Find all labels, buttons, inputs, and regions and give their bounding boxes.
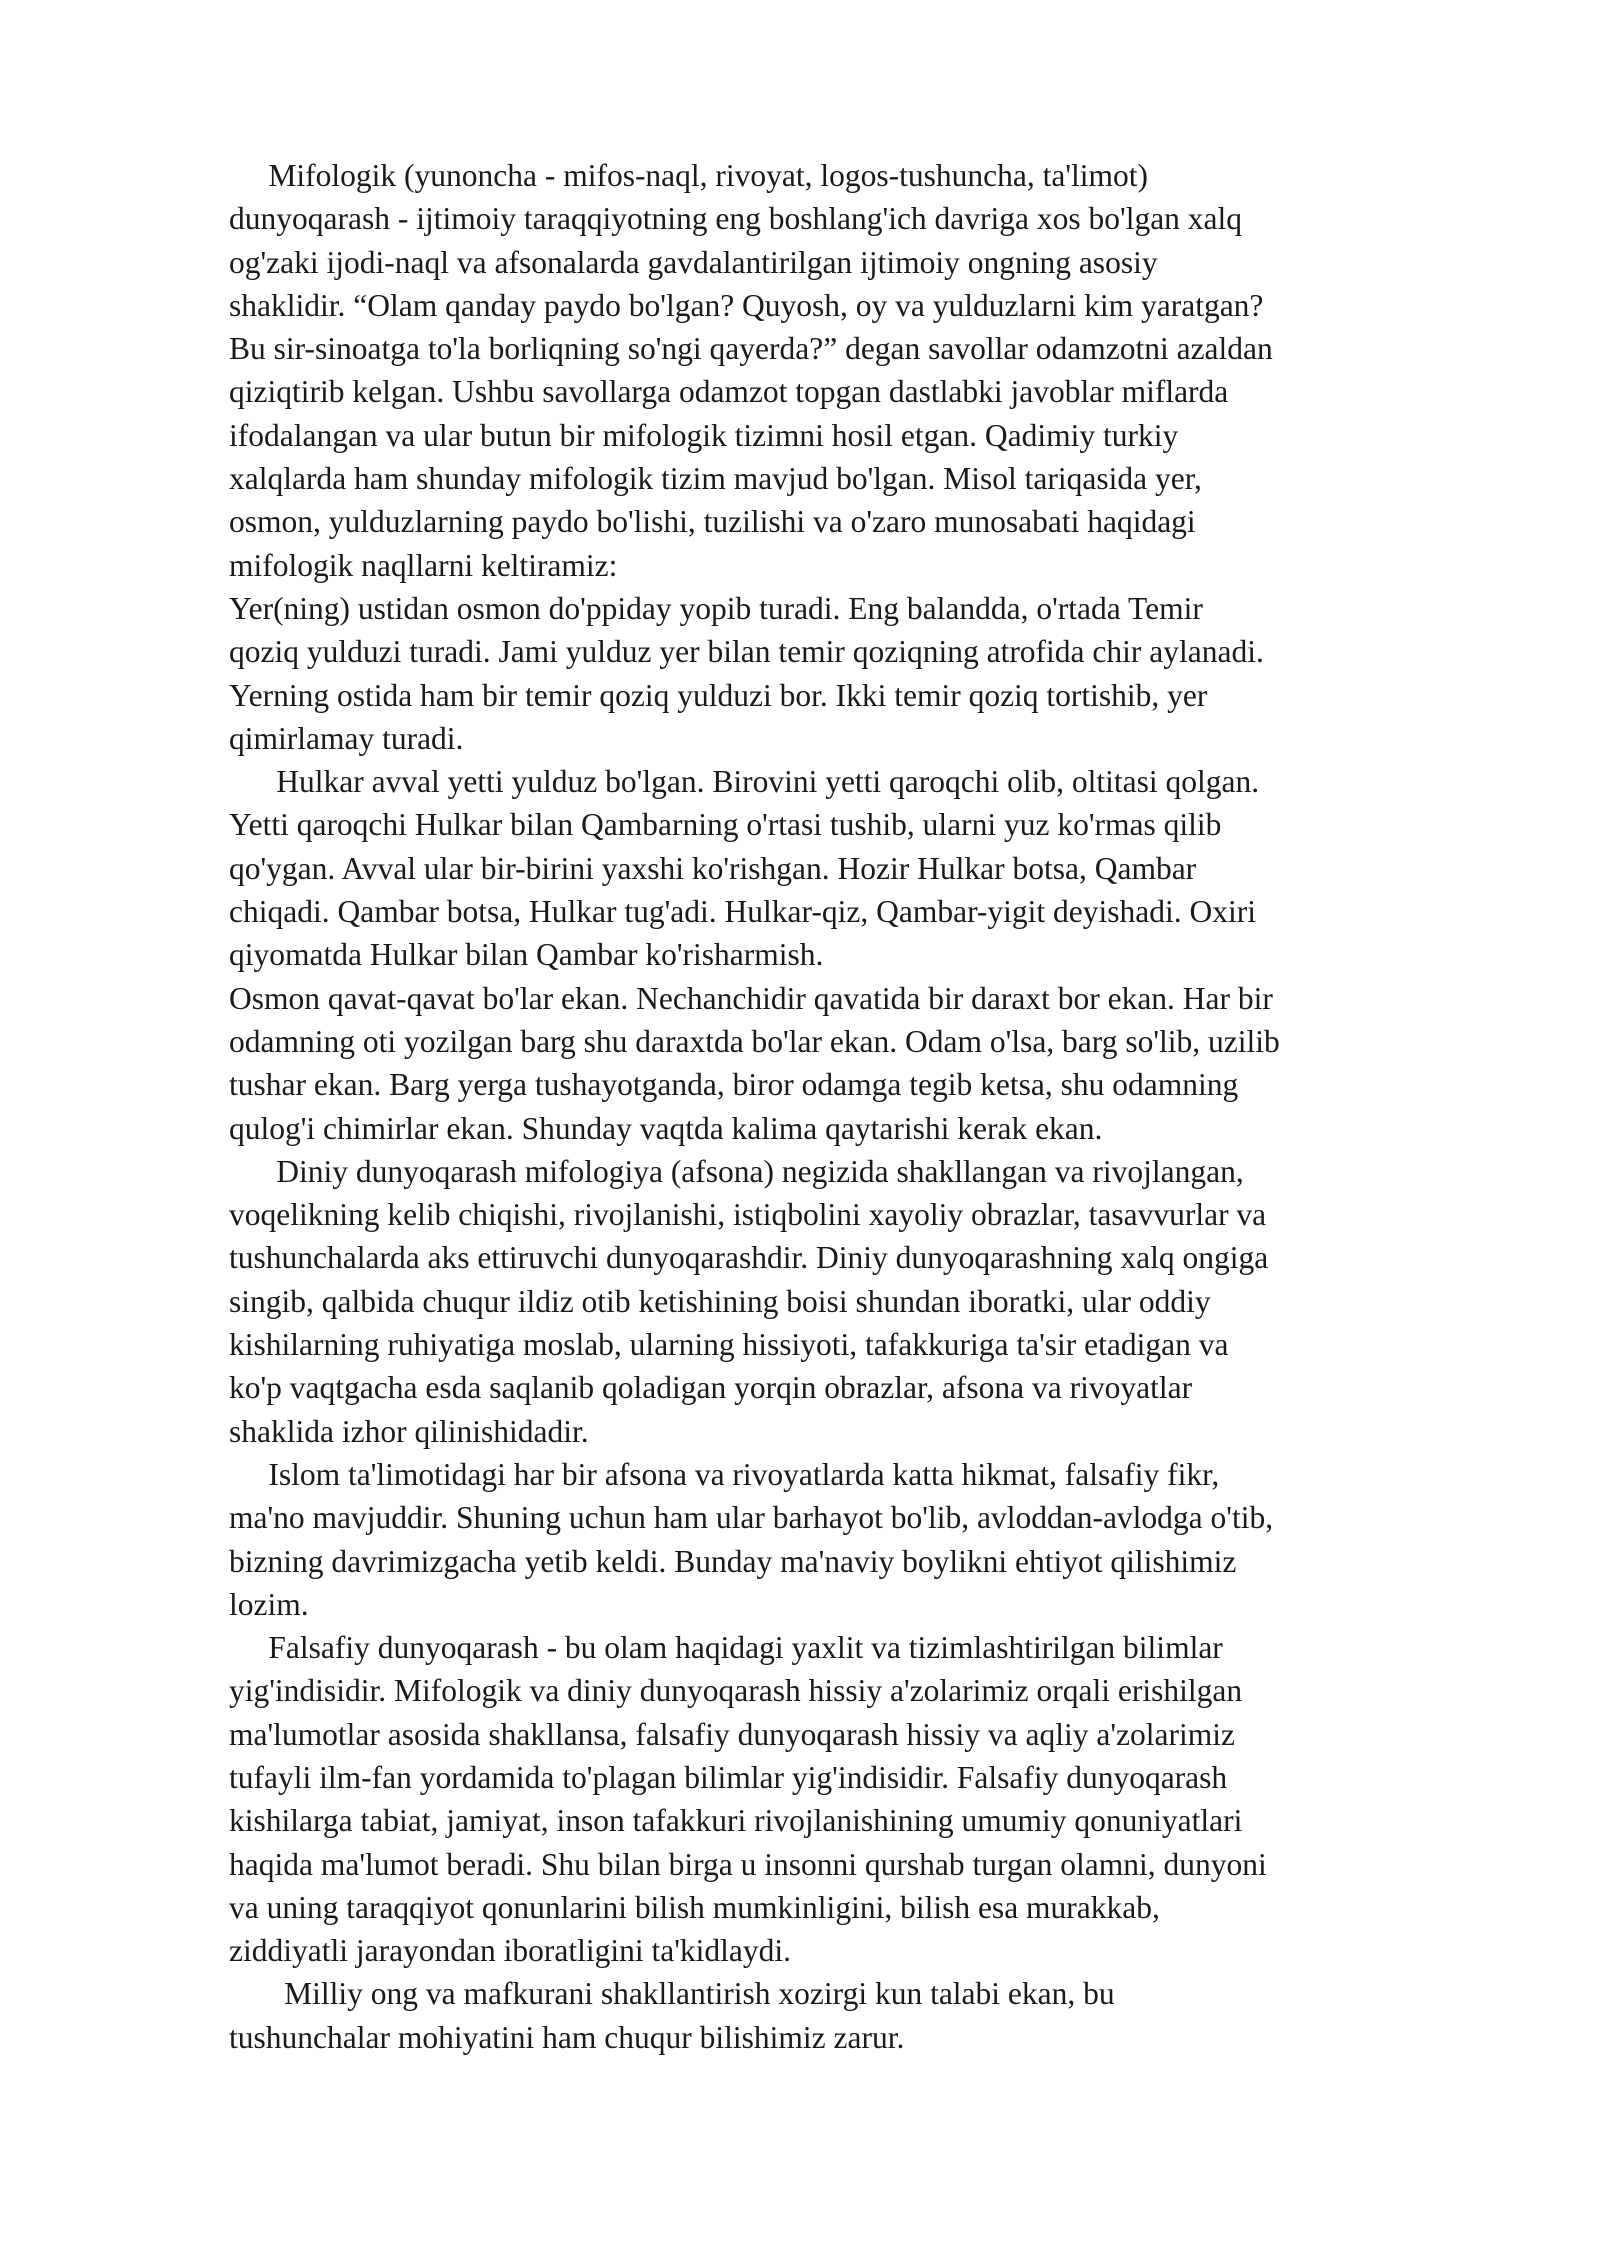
text-line: Hulkar avval yetti yulduz bo'lgan. Birovini yetti qaroqchi olib, oltitasi qolgan.	[229, 764, 1260, 800]
text-line: ziddiyatli jarayondan iboratligini ta'kidlaydi.	[229, 1933, 792, 1969]
text-line: Diniy dunyoqarash mifologiya (afsona) negizida shakllangan va rivojlangan,	[229, 1153, 1244, 1189]
text-line: ma'no mavjuddir. Shuning uchun ham ular barhayot bo'lib, avloddan-avlodga o'tib,	[229, 1500, 1274, 1536]
text-line: qimirlamay turadi.	[229, 720, 464, 756]
paragraph	[229, 1626, 1489, 1972]
text-line: yig'indisidir. Mifologik va diniy dunyoqarash hissiy a'zolarimiz orqali erishilgan	[229, 1673, 1243, 1709]
text-line: ma'lumotlar asosida shakllansa, falsafiy dunyoqarash hissiy va aqliy a'zolarimiz	[229, 1716, 1235, 1752]
text-line: xalqlarda ham shunday mifologik tizim mavjud bo'lgan. Misol tariqasida yer,	[229, 461, 1202, 497]
text-line: tushunchalarda aks ettiruvchi dunyoqarashdir. Diniy dunyoqarashning xalq ongiga	[229, 1240, 1269, 1276]
text-line: Yerning ostida ham bir temir qoziq yulduzi bor. Ikki temir qoziq tortishib, yer	[229, 677, 1208, 713]
paragraph	[229, 1453, 1489, 1626]
paragraph	[229, 587, 1489, 760]
text-line: lozim.	[229, 1586, 309, 1622]
text-line: mifologik naqllarni keltiramiz:	[229, 547, 618, 583]
text-line: ko'p vaqtgacha esda saqlanib qoladigan yorqin obrazlar, afsona va rivoyatlar	[229, 1370, 1193, 1406]
text-line: qoziq yulduzi turadi. Jami yulduz yer bilan temir qoziqning atrofida chir aylanadi.	[229, 634, 1264, 670]
paragraph	[229, 154, 1489, 587]
text-line: haqida ma'lumot beradi. Shu bilan birga u insonni qurshab turgan olamni, dunyoni	[229, 1846, 1267, 1882]
document-body	[229, 154, 1489, 2059]
paragraph	[229, 1150, 1489, 1453]
text-line: Mifologik (yunoncha - mifos-naql, rivoyat, logos-tushuncha, ta'limot)	[229, 158, 1149, 193]
text-line: Bu sir-sinoatga to'la borliqning so'ngi qayerda?” degan savollar odamzotni azaldan	[229, 331, 1273, 367]
text-line: kishilarga tabiat, jamiyat, inson tafakkuri rivojlanishining umumiy qonuniyatlari	[229, 1803, 1243, 1839]
text-line: osmon, yulduzlarning paydo bo'lishi, tuzilishi va o'zaro munosabati haqidagi	[229, 504, 1196, 540]
text-line: og'zaki ijodi-naql va afsonalarda gavdalantirilgan ijtimoiy ongning asosiy	[229, 244, 1158, 280]
text-line: va uning taraqqiyot qonunlarini bilish mumkinligini, bilish esa murakkab,	[229, 1889, 1160, 1925]
text-line: tushar ekan. Barg yerga tushayotganda, biror odamga tegib ketsa, shu odamning	[229, 1067, 1239, 1103]
text-line: Islom ta'limotidagi har bir afsona va rivoyatlarda katta hikmat, falsafiy fikr,	[229, 1456, 1220, 1492]
text-line: Osmon qavat-qavat bo'lar ekan. Nechanchidir qavatida bir daraxt bor ekan. Har bir	[229, 980, 1273, 1016]
text-line: qiyomatda Hulkar bilan Qambar ko'risharmish.	[229, 937, 824, 973]
text-line: Yetti qaroqchi Hulkar bilan Qambarning o'rtasi tushib, ularni yuz ko'rmas qilib	[229, 807, 1222, 843]
text-line: voqelikning kelib chiqishi, rivojlanishi, istiqbolini xayoliy obrazlar, tasavvurlar va	[229, 1197, 1267, 1233]
paragraph	[229, 977, 1489, 1150]
text-line: odamning oti yozilgan barg shu daraxtda bo'lar ekan. Odam o'lsa, barg so'lib, uzilib	[229, 1023, 1280, 1059]
text-line: bizning davrimizgacha yetib keldi. Bunday ma'naviy boylikni ehtiyot qilishimiz	[229, 1543, 1237, 1579]
text-line: dunyoqarash - ijtimoiy taraqqiyotning eng boshlang'ich davriga xos bo'lgan xalq	[229, 201, 1243, 237]
paragraph	[229, 760, 1489, 976]
text-line: tushunchalar mohiyatini ham chuqur bilishimiz zarur.	[229, 2019, 905, 2055]
text-line: Falsafiy dunyoqarash - bu olam haqidagi yaxlit va tizimlashtirilgan bilimlar	[229, 1630, 1223, 1666]
paragraph	[229, 1972, 1489, 2059]
text-line: Milliy ong va mafkurani shakllantirish xozirgi kun talabi ekan, bu	[229, 1976, 1115, 2012]
text-line: qiziqtirib kelgan. Ushbu savollarga odamzot topgan dastlabki javoblar miflarda	[229, 374, 1229, 410]
text-line: singib, qalbida chuqur ildiz otib ketishining boisi shundan iboratki, ular oddiy	[229, 1283, 1211, 1319]
text-line: shaklidir. “Olam qanday paydo bo'lgan? Quyosh, oy va yulduzlarni kim yaratgan?	[229, 287, 1264, 323]
text-line: qo'ygan. Avval ular bir-birini yaxshi ko'rishgan. Hozir Hulkar botsa, Qambar	[229, 850, 1197, 886]
text-line: ifodalangan va ular butun bir mifologik tizimni hosil etgan. Qadimiy turkiy	[229, 417, 1179, 453]
text-line: qulog'i chimirlar ekan. Shunday vaqtda kalima qaytarishi kerak ekan.	[229, 1110, 1103, 1146]
text-line: kishilarning ruhiyatiga moslab, ularning hissiyoti, tafakkuriga ta'sir etadigan va	[229, 1327, 1229, 1363]
text-line: chiqadi. Qambar botsa, Hulkar tug'adi. Hulkar-qiz, Qambar-yigit deyishadi. Oxiri	[229, 894, 1257, 930]
text-line: tufayli ilm-fan yordamida to'plagan bilimlar yig'indisidir. Falsafiy dunyoqarash	[229, 1759, 1228, 1795]
text-line: shaklida izhor qilinishidadir.	[229, 1413, 589, 1449]
text-line: Yer(ning) ustidan osmon do'ppiday yopib turadi. Eng balandda, o'rtada Temir	[229, 590, 1203, 626]
